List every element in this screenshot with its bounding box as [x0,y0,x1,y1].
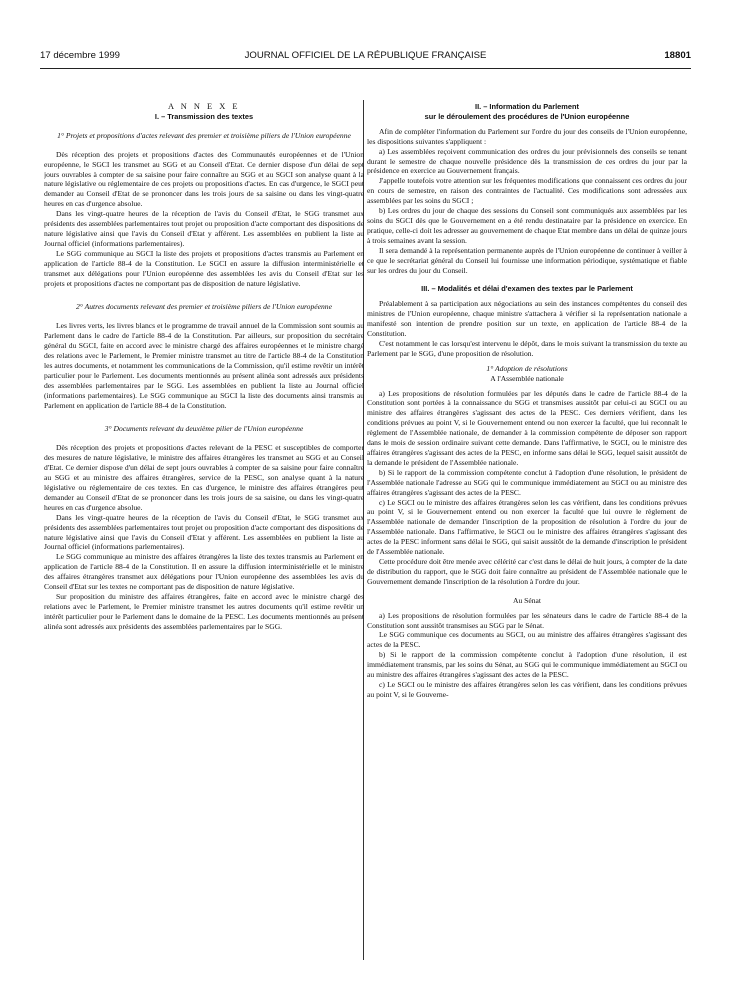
paragraph: Afin de compléter l'information du Parlement sur l'ordre du jour des conseils de l'Union européenne, les dispositions suivantes s'appliquent : [367,126,687,146]
paragraph: b) Les ordres du jour de chaque des sessions du Conseil sont communiqués aux assemblées par les soins du SGCI dès que le Gouvernement en a été rendu destinataire par la présidence en exercice. En pratique, celle-ci doit les adresser au gouvernement de chaque Etat membre dans un délai de quinze jours à trois semaines avant la session. [367,206,687,245]
paragraph: a) Les assemblées reçoivent communication des ordres du jour prévisionnels des conseils se tenant durant le semestre de chaque nouvelle présidence dès la transmission de ces ordres du jour par la présidence en exercice au Gouvernement français. [367,146,687,176]
paragraph: J'appelle toutefois votre attention sur les fréquentes modifications que connaissent ces ordres du jour en cours de semestre, en raison des contraintes de l'actualité. Ces modifications sont adressées aux assemblées par les soins du SGCI ; [367,176,687,206]
paragraph: a) Les propositions de résolution formulées par les députés dans le cadre de l'article 88-4 de la Constitution sont portées à la connaissance du SGG et transmises aussitôt par celui-ci au SGCI ou au ministre des affaires étrangères s'agissant des actes de la PESC. Ces derniers vérifient, dans les conditions prévues au point V, si le Gouvernement entend ou non exercer la faculté, que lui reconnaît le règlement de l'Assemblée nationale, de demander à la commission compétente de déposer son rapport dans le mois de session ordinaire suivant cette demande. Dans l'affirmative, le SGCI, ou le ministre des affaires étrangères s'agissant des actes de la PESC, en informe sans délai le SGG, lequel saisit aussitôt de la demande le président de l'Assemblée nationale. [367,388,687,467]
section-heading-information-line2: sur le déroulement des procédures de l'Union européenne [424,111,630,121]
subheading-deuxieme-pilier: 3° Documents relevant du deuxième pilier de l'Union européenne [104,424,304,434]
paragraph: b) Si le rapport de la commission compétente conclut à l'adoption d'une résolution, le président de l'Assemblée nationale l'adresse au SGG qui le communique immédiatement au SGCI ou au ministre des affaires étrangères s'agissant des actes de la PESC. [367,467,687,497]
subheading-premier-troisieme-piliers: 1° Projets et propositions d'actes relevant des premier et troisième piliers de l'Union européenne [57,130,351,140]
paragraph: Préalablement à sa participation aux négociations au sein des instances compétentes du conseil des ministres de l'Union européenne, chaque ministre s'attachera à vérifier si la représentation nationale a manifesté son intention de prendre position sur un texte, en application de l'article 88-4 de la Constitution. [367,299,687,339]
paragraph: c) Le SGCI ou le ministre des affaires étrangères selon les cas vérifient, dans les conditions prévues au point V, si le Gouvernement entend ou non exercer la faculté que lui ouvre le règlement de l'Assemblée nationale de demander l'inscription de la proposition de résolution à l'ordre du jour de l'Assemblée nationale. Dans l'affirmative, le SGCI ou le ministre des affaires étrangères s'agissant des actes de la PESC informent sans délai le SGG, qui saisit aussitôt de la demande d'inscription le président de l'Assemblée nationale. [367,497,687,557]
annexe-title: A N N E X E [168,102,240,111]
paragraph: a) Les propositions de résolution formulées par les sénateurs dans le cadre de l'article 88-4 de la Constitution sont aussitôt transmises au SGG par le Sénat. [367,610,687,630]
page-header [40,47,691,65]
header-rule [40,68,691,69]
paragraph: Dès réception des projets et propositions d'actes relevant de la PESC et susceptibles de comporter des mesures de nature législative, le ministre des affaires étrangères les transmet au SGG et au Conseil d'Etat. Ce dernier dispose d'un délai de sept jours ouvrables à compter de sa saisine pour faire connaître au SGG et au ministre des affaires étrangères, service de la PESC, son analyse quant à la nature législative ou réglementaire de ces textes. En cas d'urgence, le ministre des affaires étrangères peut demander au Conseil d'Etat de se prononcer dans les trois jours de sa saisine, ou dans les vingt-quatre heures en cas d'urgence absolue. [44,443,364,512]
paragraph: Le SGG communique ces documents au SGCI, ou au ministre des affaires étrangères s'agissant des actes de la PESC. [367,630,687,650]
paragraph: Dans les vingt-quatre heures de la réception de l'avis du Conseil d'Etat, le SGG transmet aux présidents des assemblées parlementaires tout projet ou proposition d'acte comportant des dispositions de nature législative ainsi que l'avis du Conseil d'Etat y afférent. Les assemblées en publient la liste au Journal officiel (informations parlementaires). [44,209,364,248]
paragraph: Le SGG communique au ministre des affaires étrangères la liste des textes transmis au Parlement en application de l'article 88-4 de la Constitution. Il en assure la diffusion interministérielle et le ministre des affaires étrangères transmet aux délégations pour l'Union européenne des assemblées les avis du Conseil d'Etat sur les textes ne comportant pas de disposition de nature législative. [44,552,364,592]
subheading-adoption-resolutions: 1° Adoption de résolutions [486,363,568,373]
section-heading-modalites: III. – Modalités et délai d'examen des textes par le Parlement [421,284,633,294]
section-heading-transmission: I. – Transmission des textes [154,111,254,121]
subheading-assemblee-nationale: A l'Assemblée nationale [490,373,564,383]
paragraph: Cette procédure doit être menée avec célérité car c'est dans le délai de huit jours, à compter de la date de distribution du rapport, que le SGG doit faire connaître au président de l'Assemblée nationale que le Gouvernement demande l'inscription de la résolution à l'ordre du jour. [367,556,687,586]
section-heading-information-line1: II. – Information du Parlement [475,102,579,111]
header-journal-title: JOURNAL OFFICIEL DE LA RÉPUBLIQUE FRANÇAISE [244,50,487,61]
paragraph: c) Le SGCI ou le ministre des affaires étrangères selon les cas vérifient, dans les conditions prévues au point V, si le Gouverne- [367,679,687,699]
header-page-number: 18801 [664,50,691,61]
right-column [367,102,687,954]
paragraph: Le SGG communique au SGCI la liste des projets et propositions d'actes transmis au Parlement en application de l'article 88-4 de la Constitution. Le SGCI en assure la diffusion interministérielle et transmet aux délégations pour l'Union européenne des assemblées les avis du Conseil d'Etat sur les projets et propositions d'actes ne comportant pas de disposition de nature législative. [44,248,364,288]
paragraph: C'est notamment le cas lorsqu'est intervenu le dépôt, dans le mois suivant la transmission du texte au Parlement par le SGG, d'une proposition de résolution. [367,338,687,358]
paragraph: b) Si le rapport de la commission compétente conclut à l'adoption d'une résolution, il est immédiatement transmis, par les soins du Sénat, au SGG qui le communique immédiatement au SGCI ou au ministre des affaires étrangères s'agissant des actes de la PESC. [367,650,687,680]
paragraph: Il sera demandé à la représentation permanente auprès de l'Union européenne de continuer à veiller à ce que le secrétariat général du Conseil lui fournisse une information périodique, systématique et fiable sur les ordres du jour du Conseil. [367,245,687,275]
header-date: 17 décembre 1999 [40,50,121,61]
subheading-senat: Au Sénat [512,595,542,605]
paragraph: Dans les vingt-quatre heures de la réception de l'avis du Conseil d'Etat, le SGG transmet aux présidents des assemblées parlementaires tout projet ou proposition d'acte comportant des dispositions de nature législative ainsi que l'avis du Conseil d'Etat y afférent. Les assemblées en publient la liste au Journal officiel (informations parlementaires). [44,512,364,552]
paragraph: Les livres verts, les livres blancs et le programme de travail annuel de la Commission sont soumis au Parlement dans le cadre de l'article 88-4 de la Constitution. Par ailleurs, sur proposition du secrétaire général du SGCI, faite en accord avec le ministre chargé des affaires européennes et le ministre chargé des relations avec le Parlement, le Premier ministre transmet au titre de l'article 88-4 de la Constitution les autres documents, et notamment les communications de la Commission, qu'il estime revêtir un intérêt particulier pour le Parlement. Les documents mentionnés au présent alinéa sont adressés aux présidents des assemblées parlementaires par le SGG. Les assemblées en publient la liste au Journal officiel (informations parlementaires). Le SGG communique au SGCI la liste des documents ainsi transmis au Parlement en application de l'article 88-4 de la Constitution. [44,321,364,410]
subheading-autres-documents: 2° Autres documents relevant des premier et troisième piliers de l'Union européenne [76,302,332,312]
paragraph: Sur proposition du ministre des affaires étrangères, faite en accord avec le ministre chargé des relations avec le Parlement, le Premier ministre transmet les autres documents qu'il estime revêtir un intérêt particulier pour le Parlement dans le domaine de la PESC. Les documents mentionnés au présent alinéa sont adressés aux présidents des assemblées parlementaires par le SGG. [44,591,364,631]
left-column [44,102,364,954]
paragraph: Dès réception des projets et propositions d'actes des Communautés européennes et de l'Union européenne, le SGCI les transmet au SGG et au Conseil d'Etat. Ce dernier dispose d'un délai de sept jours ouvrables à compter de sa saisine pour faire connaître au SGG et au SGCI son analyse quant à la nature législative ou réglementaire de ces projets ou propositions d'actes. En cas d'urgence, le SGCI peut demander au Conseil d'Etat de se prononcer dans les trois jours de sa saisine ou dans les vingt-quatre heures en cas d'urgence absolue. [44,149,364,209]
